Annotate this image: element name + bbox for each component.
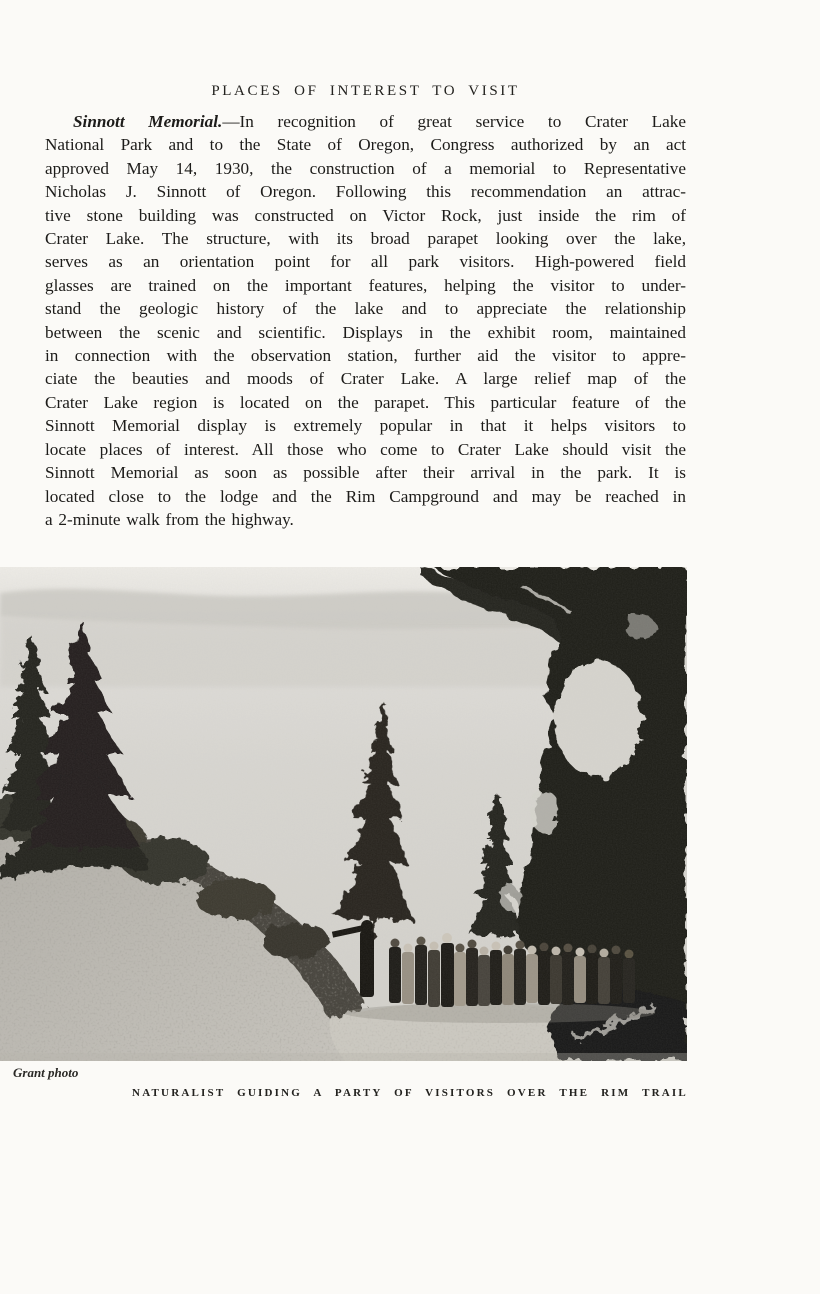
paragraph-line: serves as an orientation point for all park visitors. High-powered field (45, 252, 686, 272)
paragraph-line: between the scenic and scientific. Displays in the exhibit room, maintained (45, 322, 686, 342)
paragraph-line: glasses are trained on the important features, helping the visitor to under- (45, 275, 686, 295)
paragraph-line: located close to the lodge and the Rim Campground and may be reached in (45, 486, 686, 506)
rim-trail-photo-figure (0, 567, 687, 1061)
paragraph-lines (45, 133, 686, 531)
paragraph-first-line (45, 110, 686, 133)
paragraph-line: Crater Lake. The structure, with its broad parapet looking over the lake, (45, 229, 686, 249)
rim-trail-photo (0, 567, 687, 1061)
paragraph-line: stand the geologic history of the lake and to appreciate the relationship (45, 299, 686, 319)
page-title: PLACES OF INTEREST TO VISIT (211, 83, 520, 99)
photo-film-grain (0, 567, 687, 1061)
photo-credit: Grant photo (13, 1065, 79, 1080)
paragraph-line: Sinnott Memorial as soon as possible after their arrival in the park. It is (45, 463, 686, 483)
paragraph-line: Sinnott Memorial display is extremely popular in that it helps visitors to (45, 416, 686, 436)
paragraph-lead-italic: Sinnott Memorial. (73, 112, 223, 131)
paragraph-line: National Park and to the State of Oregon, Congress authorized by an act (45, 135, 686, 155)
paragraph-line: Crater Lake region is located on the parapet. This particular feature of the (45, 392, 686, 412)
paragraph-line: approved May 14, 1930, the construction of a memorial to Representative (45, 158, 686, 178)
paragraph-line: a 2-minute walk from the highway. (45, 509, 294, 529)
body-paragraph (45, 110, 686, 531)
photo-caption: NATURALIST GUIDING A PARTY OF VISITORS OVER THE RIM TRAIL (132, 1087, 688, 1099)
paragraph-line: locate places of interest. All those who come to Crater Lake should visit the (45, 439, 686, 459)
paragraph-line: ciate the beauties and moods of Crater Lake. A large relief map of the (45, 369, 686, 389)
paragraph-line: tive stone building was constructed on Victor Rock, just inside the rim of (45, 205, 686, 225)
paragraph-line: in connection with the observation station, further aid the visitor to appre- (45, 346, 686, 366)
paragraph-first-line-rest: —In recognition of great service to Crater Lake (222, 112, 686, 131)
paragraph-line: Nicholas J. Sinnott of Oregon. Following this recommendation an attrac- (45, 182, 686, 202)
